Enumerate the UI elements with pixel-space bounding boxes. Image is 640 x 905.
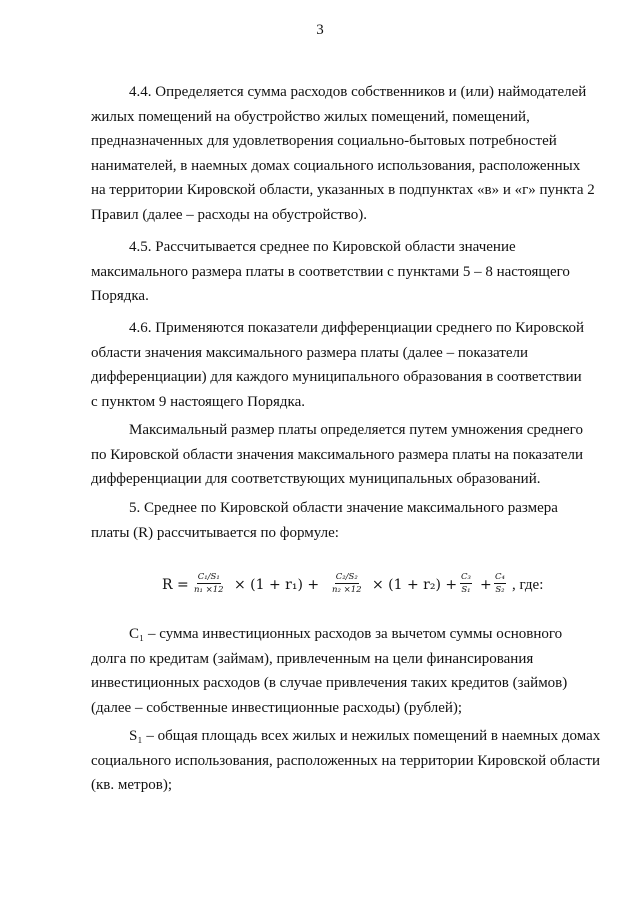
formula-fraction-3-numerator: C₃ <box>461 572 471 582</box>
formula-fraction-2-numerator: C₂/S₂ <box>335 572 358 582</box>
paragraph-line: инвестиционных расходов (в случае привлечения таких кредитов (займов) <box>91 675 568 691</box>
paragraph-line: платы (R) рассчитывается по формуле: <box>91 524 339 541</box>
paragraph-line: Максимальный размер платы определяется путем умножения среднего <box>129 422 583 438</box>
paragraph-line: Порядка. <box>91 288 149 304</box>
paragraph-line: Правил (далее – расходы на обустройство). <box>91 206 367 223</box>
paragraph-line: максимального размера платы в соответствии с пунктами 5 – 8 настоящего <box>91 263 570 280</box>
formula-fraction-4-numerator: C₄ <box>495 572 505 582</box>
paragraph-max-size <box>91 418 604 492</box>
formula-fraction-1-denominator: n₁ ×12 <box>194 585 224 595</box>
paragraph-line: 4.5. Рассчитывается среднее по Кировской области значение <box>129 239 516 255</box>
paragraph-line: дифференциации для соответствующих муниципальных образований. <box>91 471 541 487</box>
paragraph-line: (далее – собственные инвестиционные расходы) (рублей); <box>91 699 463 716</box>
paragraph-line: С₁ – сумма инвестиционных расходов за вычетом суммы основного <box>129 626 563 642</box>
paragraph-line: 4.4. Определяется сумма расходов собственников и (или) наймодателей <box>129 84 587 100</box>
paragraph-s1-definition <box>91 724 604 798</box>
paragraph-4-5 <box>91 235 604 309</box>
paragraph-5 <box>91 496 604 545</box>
paragraph-4-6 <box>91 316 604 414</box>
paragraph-line: социального использования, расположенных на территории Кировской области <box>91 752 600 769</box>
paragraph-line: нанимателей, в наемных домах социального использования, расположенных <box>91 157 581 174</box>
formula-fraction-3-denominator: S₁ <box>461 585 471 595</box>
paragraph-line: (кв. метров); <box>91 777 172 793</box>
paragraph-line: предназначенных для удовлетворения социально-бытовых потребностей <box>91 133 557 149</box>
formula-fraction-4-denominator: S₂ <box>495 585 505 595</box>
paragraph-line: 5. Среднее по Кировской области значение максимального размера <box>129 500 558 516</box>
paragraph-line: S₁ – общая площадь всех жилых и нежилых помещений в наемных домах <box>129 728 601 744</box>
formula-fraction-3 <box>460 572 472 595</box>
paragraph-line: 4.6. Применяются показатели дифференциации среднего по Кировской <box>129 320 585 336</box>
formula-fraction-2 <box>332 572 362 595</box>
formula-tail: , где: <box>512 577 544 593</box>
formula-fraction-4 <box>494 572 506 595</box>
formula-r <box>162 563 582 611</box>
formula-plus: + <box>480 577 492 593</box>
formula-fraction-2-denominator: n₂ ×12 <box>332 585 362 595</box>
page-number: 3 <box>316 22 324 38</box>
formula-term-1: × (1 + r₁) + <box>234 577 320 593</box>
paragraph-line: области значения максимального размера платы (далее – показатели <box>91 344 528 361</box>
paragraph-c1-definition <box>91 622 604 720</box>
paragraph-4-4 <box>91 80 604 227</box>
formula-term-2: × (1 + r₂) + <box>372 577 458 593</box>
formula-fraction-1 <box>194 572 224 595</box>
paragraph-line: на территории Кировской области, указанных в подпунктах «в» и «г» пункта 2 <box>91 182 595 198</box>
formula-lhs: R = <box>162 577 189 593</box>
paragraph-line: долга по кредитам (займам), привлеченным на цели финансирования <box>91 650 534 667</box>
paragraph-line: дифференциации) для каждого муниципального образования в соответствии <box>91 369 582 385</box>
formula-fraction-1-numerator: C₁/S₁ <box>197 572 220 582</box>
paragraph-line: жилых помещений на обустройство жилых помещений, помещений, <box>91 108 530 125</box>
paragraph-line: по Кировской области значения максимального размера платы на показатели <box>91 446 583 463</box>
paragraph-line: с пунктом 9 настоящего Порядка. <box>91 393 305 410</box>
